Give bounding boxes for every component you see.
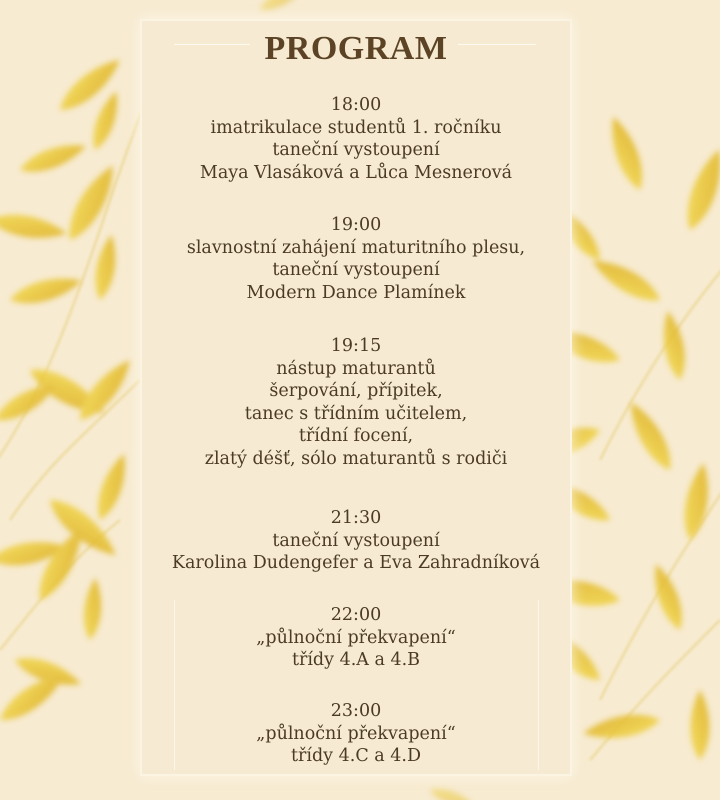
schedule-time: 19:15 (330, 336, 382, 356)
schedule-item (140, 700, 572, 768)
schedule-line: Karolina Dudengefer a Eva Zahradníková (171, 553, 541, 573)
schedule-line: taneční vystoupení (272, 260, 440, 280)
schedule-line: „půlnoční překvapení“ (256, 723, 456, 744)
schedule-time: 21:30 (330, 508, 382, 528)
schedule-line: slavnostní zahájení maturitního plesu, (186, 237, 526, 258)
schedule-item (140, 604, 572, 672)
schedule-item (140, 335, 572, 470)
schedule-line: Maya Vlasáková a Lůca Mesnerová (199, 162, 513, 183)
schedule-time: 18:00 (330, 95, 382, 115)
schedule-time: 22:00 (330, 605, 382, 625)
schedule-line: zlatý déšť, sólo maturantů s rodiči (204, 448, 508, 469)
schedule-item (140, 94, 572, 184)
schedule-line: taneční vystoupení (272, 530, 440, 551)
schedule-line: taneční vystoupení (272, 140, 440, 160)
left-leaves (0, 52, 138, 729)
schedule-line: „půlnoční překvapení“ (256, 627, 456, 648)
schedule-line: nástup maturantů (276, 358, 436, 379)
schedule-item (140, 507, 572, 575)
schedule-item (140, 214, 572, 304)
schedule-line: tanec s třídním učitelem, (244, 403, 468, 424)
schedule-line: šerpování, přípitek, (269, 381, 443, 401)
schedule-line: třídy 4.C a 4.D (290, 746, 422, 766)
schedule-line: imatrikulace studentů 1. ročníku (210, 117, 502, 138)
schedule-line: třídní focení, (298, 426, 414, 446)
schedule-time: 19:00 (330, 215, 382, 235)
page-title: PROGRAM (264, 30, 448, 67)
schedule-time: 23:00 (330, 701, 382, 721)
schedule-line: Modern Dance Plamínek (246, 282, 466, 303)
schedule-line: třídy 4.A a 4.B (291, 650, 421, 670)
